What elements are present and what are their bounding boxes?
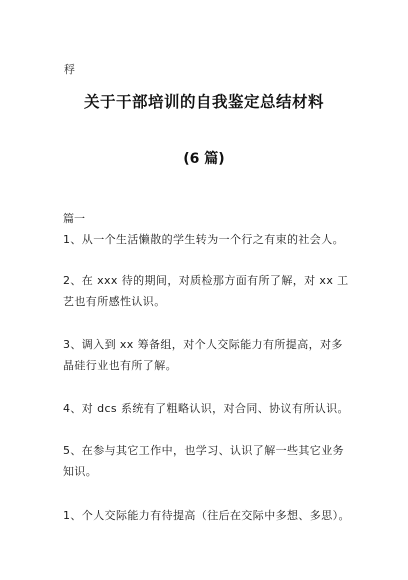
paragraph-1: 1、从一个生活懒散的学生转为一个行之有束的社会人。 xyxy=(63,233,344,246)
document-subtitle: (6 篇) xyxy=(183,151,225,167)
paragraph-5: 5、在参与其它工作中，也学习、认识了解一些其它业务知识。 xyxy=(63,444,344,478)
paragraph-2: 2、在 xxx 待的期间，对质检那方面有所了解，对 xx 工艺也有所感性认识。 xyxy=(63,274,349,308)
corner-mark: 稃 xyxy=(64,63,75,76)
paragraph-6: 1、个人交际能力有待提高（往后在交际中多想、多思）。 xyxy=(63,509,350,522)
paragraph-4: 4、对 dcs 系统有了粗略认识，对合同、协议有所认识。 xyxy=(63,402,349,415)
paragraph-3: 3、调入到 xx 筹备组，对个人交际能力有所提高，对多晶硅行业也有所了解。 xyxy=(63,338,343,372)
section-label: 篇一 xyxy=(63,212,85,225)
document-title: 关于干部培训的自我鉴定总结材料 xyxy=(83,93,324,111)
